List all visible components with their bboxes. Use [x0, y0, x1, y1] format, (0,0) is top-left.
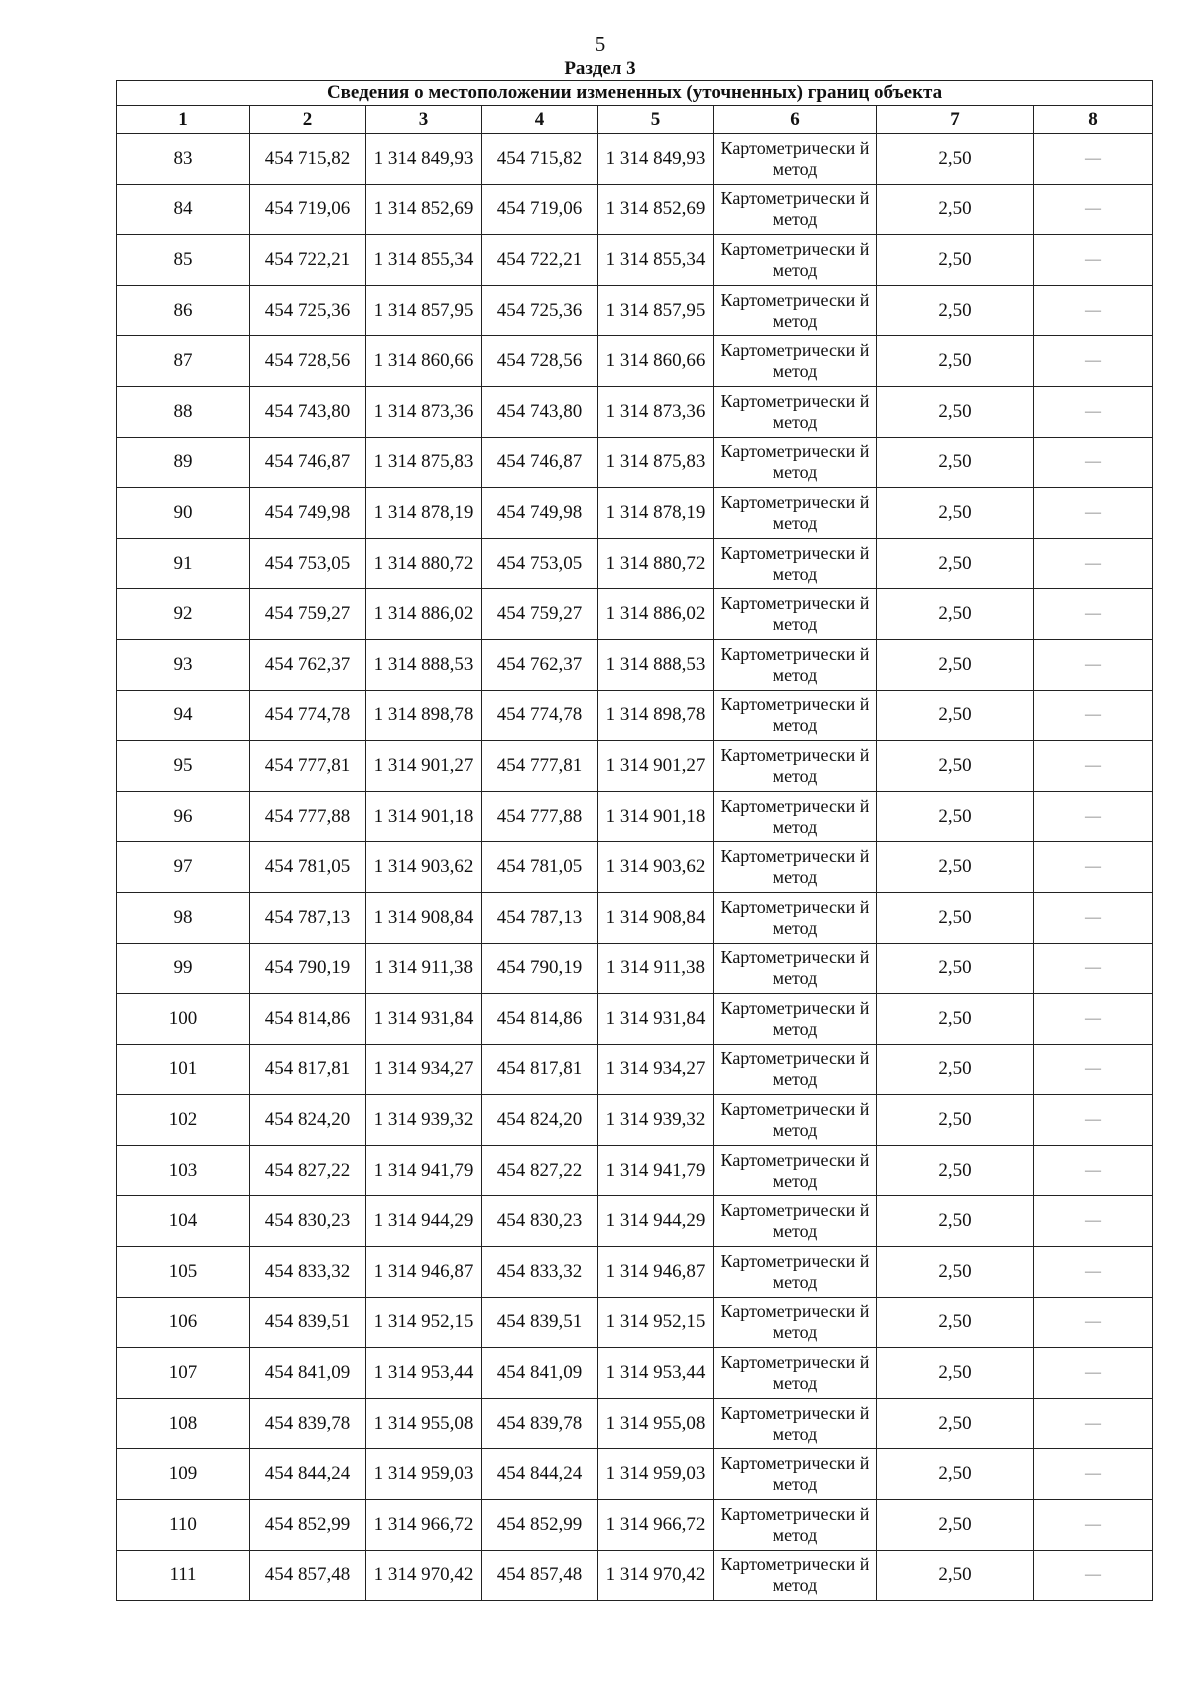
method-cell: Картометрически й метод [714, 892, 877, 943]
x-coordinate-cell: 454 725,36 [250, 285, 366, 336]
column-number: 4 [482, 106, 598, 134]
method-cell: Картометрически й метод [714, 1196, 877, 1247]
method-cell: Картометрически й метод [714, 538, 877, 589]
note-cell: — [1034, 690, 1153, 741]
x-coordinate-cell: 454 753,05 [250, 538, 366, 589]
y-coordinate-cell: 1 314 849,93 [598, 134, 714, 185]
table-row [117, 1500, 1153, 1551]
point-number-cell: 100 [117, 994, 250, 1045]
y-coordinate-cell: 1 314 855,34 [598, 235, 714, 286]
x-coordinate-cell: 454 715,82 [250, 134, 366, 185]
page-number: 5 [594, 32, 606, 56]
x-coordinate-cell: 454 725,36 [482, 285, 598, 336]
y-coordinate-cell: 1 314 931,84 [598, 994, 714, 1045]
point-number-cell: 98 [117, 892, 250, 943]
accuracy-cell: 2,50 [877, 386, 1034, 437]
x-coordinate-cell: 454 817,81 [482, 1044, 598, 1095]
method-cell: Картометрически й метод [714, 842, 877, 893]
caption-row [117, 81, 1153, 106]
table-row [117, 741, 1153, 792]
column-number: 8 [1034, 106, 1153, 134]
accuracy-cell: 2,50 [877, 336, 1034, 387]
point-number-cell: 103 [117, 1145, 250, 1196]
note-cell: — [1034, 437, 1153, 488]
y-coordinate-cell: 1 314 898,78 [366, 690, 482, 741]
method-cell: Картометрически й метод [714, 1044, 877, 1095]
method-cell: Картометрически й метод [714, 690, 877, 741]
point-number-cell: 95 [117, 741, 250, 792]
accuracy-cell: 2,50 [877, 994, 1034, 1045]
x-coordinate-cell: 454 839,51 [250, 1297, 366, 1348]
table-row [117, 1297, 1153, 1348]
note-cell: — [1034, 1247, 1153, 1298]
method-cell: Картометрически й метод [714, 791, 877, 842]
y-coordinate-cell: 1 314 903,62 [598, 842, 714, 893]
table-row [117, 1044, 1153, 1095]
accuracy-cell: 2,50 [877, 1196, 1034, 1247]
x-coordinate-cell: 454 857,48 [482, 1550, 598, 1601]
x-coordinate-cell: 454 781,05 [482, 842, 598, 893]
accuracy-cell: 2,50 [877, 1095, 1034, 1146]
table-row [117, 842, 1153, 893]
note-cell: — [1034, 1449, 1153, 1500]
table-row [117, 589, 1153, 640]
x-coordinate-cell: 454 824,20 [482, 1095, 598, 1146]
point-number-cell: 90 [117, 488, 250, 539]
x-coordinate-cell: 454 814,86 [482, 994, 598, 1045]
table-row [117, 285, 1153, 336]
point-number-cell: 108 [117, 1398, 250, 1449]
y-coordinate-cell: 1 314 939,32 [366, 1095, 482, 1146]
point-number-cell: 106 [117, 1297, 250, 1348]
accuracy-cell: 2,50 [877, 791, 1034, 842]
x-coordinate-cell: 454 844,24 [250, 1449, 366, 1500]
table-caption: Сведения о местоположении измененных (уточненных) границ объекта [117, 81, 1153, 106]
point-number-cell: 96 [117, 791, 250, 842]
point-number-cell: 105 [117, 1247, 250, 1298]
method-cell: Картометрически й метод [714, 285, 877, 336]
note-cell: — [1034, 1297, 1153, 1348]
x-coordinate-cell: 454 746,87 [482, 437, 598, 488]
x-coordinate-cell: 454 827,22 [482, 1145, 598, 1196]
y-coordinate-cell: 1 314 901,27 [598, 741, 714, 792]
x-coordinate-cell: 454 830,23 [250, 1196, 366, 1247]
table-row [117, 235, 1153, 286]
x-coordinate-cell: 454 817,81 [250, 1044, 366, 1095]
y-coordinate-cell: 1 314 955,08 [598, 1398, 714, 1449]
note-cell: — [1034, 1550, 1153, 1601]
accuracy-cell: 2,50 [877, 488, 1034, 539]
y-coordinate-cell: 1 314 888,53 [598, 639, 714, 690]
point-number-cell: 89 [117, 437, 250, 488]
note-cell: — [1034, 1095, 1153, 1146]
y-coordinate-cell: 1 314 952,15 [366, 1297, 482, 1348]
x-coordinate-cell: 454 777,81 [250, 741, 366, 792]
note-cell: — [1034, 1348, 1153, 1399]
method-cell: Картометрически й метод [714, 1297, 877, 1348]
table-row [117, 1449, 1153, 1500]
x-coordinate-cell: 454 743,80 [250, 386, 366, 437]
method-cell: Картометрически й метод [714, 437, 877, 488]
x-coordinate-cell: 454 722,21 [482, 235, 598, 286]
method-cell: Картометрически й метод [714, 1348, 877, 1399]
y-coordinate-cell: 1 314 852,69 [598, 184, 714, 235]
y-coordinate-cell: 1 314 953,44 [598, 1348, 714, 1399]
y-coordinate-cell: 1 314 959,03 [598, 1449, 714, 1500]
y-coordinate-cell: 1 314 873,36 [598, 386, 714, 437]
x-coordinate-cell: 454 787,13 [482, 892, 598, 943]
x-coordinate-cell: 454 777,81 [482, 741, 598, 792]
y-coordinate-cell: 1 314 903,62 [366, 842, 482, 893]
x-coordinate-cell: 454 841,09 [482, 1348, 598, 1399]
y-coordinate-cell: 1 314 880,72 [366, 538, 482, 589]
y-coordinate-cell: 1 314 946,87 [366, 1247, 482, 1298]
method-cell: Картометрически й метод [714, 943, 877, 994]
accuracy-cell: 2,50 [877, 589, 1034, 640]
point-number-cell: 101 [117, 1044, 250, 1095]
column-number-row [117, 106, 1153, 134]
column-number: 5 [598, 106, 714, 134]
point-number-cell: 92 [117, 589, 250, 640]
x-coordinate-cell: 454 824,20 [250, 1095, 366, 1146]
x-coordinate-cell: 454 759,27 [482, 589, 598, 640]
point-number-cell: 83 [117, 134, 250, 185]
accuracy-cell: 2,50 [877, 1145, 1034, 1196]
x-coordinate-cell: 454 839,78 [250, 1398, 366, 1449]
note-cell: — [1034, 235, 1153, 286]
x-coordinate-cell: 454 719,06 [482, 184, 598, 235]
point-number-cell: 102 [117, 1095, 250, 1146]
table-body [117, 134, 1153, 1601]
table-row [117, 538, 1153, 589]
x-coordinate-cell: 454 790,19 [482, 943, 598, 994]
accuracy-cell: 2,50 [877, 1449, 1034, 1500]
note-cell: — [1034, 994, 1153, 1045]
x-coordinate-cell: 454 852,99 [250, 1500, 366, 1551]
note-cell: — [1034, 488, 1153, 539]
point-number-cell: 93 [117, 639, 250, 690]
accuracy-cell: 2,50 [877, 134, 1034, 185]
x-coordinate-cell: 454 715,82 [482, 134, 598, 185]
note-cell: — [1034, 285, 1153, 336]
accuracy-cell: 2,50 [877, 1348, 1034, 1399]
x-coordinate-cell: 454 790,19 [250, 943, 366, 994]
table-row [117, 336, 1153, 387]
note-cell: — [1034, 538, 1153, 589]
y-coordinate-cell: 1 314 857,95 [366, 285, 482, 336]
y-coordinate-cell: 1 314 944,29 [598, 1196, 714, 1247]
point-number-cell: 97 [117, 842, 250, 893]
table-row [117, 791, 1153, 842]
method-cell: Картометрически й метод [714, 741, 877, 792]
x-coordinate-cell: 454 841,09 [250, 1348, 366, 1399]
x-coordinate-cell: 454 833,32 [482, 1247, 598, 1298]
y-coordinate-cell: 1 314 901,27 [366, 741, 482, 792]
x-coordinate-cell: 454 827,22 [250, 1145, 366, 1196]
x-coordinate-cell: 454 728,56 [250, 336, 366, 387]
y-coordinate-cell: 1 314 888,53 [366, 639, 482, 690]
x-coordinate-cell: 454 722,21 [250, 235, 366, 286]
method-cell: Картометрически й метод [714, 488, 877, 539]
y-coordinate-cell: 1 314 934,27 [598, 1044, 714, 1095]
y-coordinate-cell: 1 314 908,84 [598, 892, 714, 943]
column-number: 2 [250, 106, 366, 134]
accuracy-cell: 2,50 [877, 1398, 1034, 1449]
accuracy-cell: 2,50 [877, 1044, 1034, 1095]
y-coordinate-cell: 1 314 908,84 [366, 892, 482, 943]
note-cell: — [1034, 943, 1153, 994]
method-cell: Картометрически й метод [714, 134, 877, 185]
method-cell: Картометрически й метод [714, 589, 877, 640]
x-coordinate-cell: 454 787,13 [250, 892, 366, 943]
note-cell: — [1034, 589, 1153, 640]
table-row [117, 1095, 1153, 1146]
point-number-cell: 107 [117, 1348, 250, 1399]
accuracy-cell: 2,50 [877, 639, 1034, 690]
table-row [117, 892, 1153, 943]
point-number-cell: 87 [117, 336, 250, 387]
point-number-cell: 104 [117, 1196, 250, 1247]
table-row [117, 184, 1153, 235]
column-number: 3 [366, 106, 482, 134]
accuracy-cell: 2,50 [877, 741, 1034, 792]
accuracy-cell: 2,50 [877, 690, 1034, 741]
y-coordinate-cell: 1 314 946,87 [598, 1247, 714, 1298]
x-coordinate-cell: 454 833,32 [250, 1247, 366, 1298]
accuracy-cell: 2,50 [877, 1550, 1034, 1601]
table-row [117, 994, 1153, 1045]
y-coordinate-cell: 1 314 860,66 [598, 336, 714, 387]
point-number-cell: 109 [117, 1449, 250, 1500]
y-coordinate-cell: 1 314 939,32 [598, 1095, 714, 1146]
accuracy-cell: 2,50 [877, 1247, 1034, 1298]
y-coordinate-cell: 1 314 970,42 [598, 1550, 714, 1601]
y-coordinate-cell: 1 314 849,93 [366, 134, 482, 185]
y-coordinate-cell: 1 314 966,72 [366, 1500, 482, 1551]
method-cell: Картометрически й метод [714, 235, 877, 286]
note-cell: — [1034, 791, 1153, 842]
point-number-cell: 91 [117, 538, 250, 589]
x-coordinate-cell: 454 719,06 [250, 184, 366, 235]
table-row [117, 943, 1153, 994]
note-cell: — [1034, 892, 1153, 943]
method-cell: Картометрически й метод [714, 1095, 877, 1146]
accuracy-cell: 2,50 [877, 943, 1034, 994]
y-coordinate-cell: 1 314 878,19 [366, 488, 482, 539]
method-cell: Картометрически й метод [714, 1500, 877, 1551]
note-cell: — [1034, 1196, 1153, 1247]
note-cell: — [1034, 1145, 1153, 1196]
accuracy-cell: 2,50 [877, 1500, 1034, 1551]
note-cell: — [1034, 639, 1153, 690]
accuracy-cell: 2,50 [877, 842, 1034, 893]
x-coordinate-cell: 454 814,86 [250, 994, 366, 1045]
x-coordinate-cell: 454 749,98 [482, 488, 598, 539]
y-coordinate-cell: 1 314 901,18 [366, 791, 482, 842]
point-number-cell: 86 [117, 285, 250, 336]
method-cell: Картометрически й метод [714, 386, 877, 437]
x-coordinate-cell: 454 781,05 [250, 842, 366, 893]
column-number: 1 [117, 106, 250, 134]
x-coordinate-cell: 454 830,23 [482, 1196, 598, 1247]
y-coordinate-cell: 1 314 952,15 [598, 1297, 714, 1348]
y-coordinate-cell: 1 314 886,02 [366, 589, 482, 640]
method-cell: Картометрически й метод [714, 994, 877, 1045]
point-number-cell: 88 [117, 386, 250, 437]
x-coordinate-cell: 454 774,78 [482, 690, 598, 741]
accuracy-cell: 2,50 [877, 285, 1034, 336]
y-coordinate-cell: 1 314 875,83 [366, 437, 482, 488]
section-title: Раздел 3 [564, 58, 636, 79]
x-coordinate-cell: 454 762,37 [482, 639, 598, 690]
note-cell: — [1034, 184, 1153, 235]
x-coordinate-cell: 454 743,80 [482, 386, 598, 437]
note-cell: — [1034, 1044, 1153, 1095]
x-coordinate-cell: 454 839,51 [482, 1297, 598, 1348]
table-row [117, 386, 1153, 437]
y-coordinate-cell: 1 314 911,38 [598, 943, 714, 994]
y-coordinate-cell: 1 314 966,72 [598, 1500, 714, 1551]
accuracy-cell: 2,50 [877, 235, 1034, 286]
y-coordinate-cell: 1 314 857,95 [598, 285, 714, 336]
y-coordinate-cell: 1 314 941,79 [366, 1145, 482, 1196]
accuracy-cell: 2,50 [877, 437, 1034, 488]
x-coordinate-cell: 454 749,98 [250, 488, 366, 539]
y-coordinate-cell: 1 314 901,18 [598, 791, 714, 842]
point-number-cell: 111 [117, 1550, 250, 1601]
x-coordinate-cell: 454 839,78 [482, 1398, 598, 1449]
table-row [117, 1348, 1153, 1399]
y-coordinate-cell: 1 314 860,66 [366, 336, 482, 387]
note-cell: — [1034, 1398, 1153, 1449]
point-number-cell: 94 [117, 690, 250, 741]
y-coordinate-cell: 1 314 878,19 [598, 488, 714, 539]
y-coordinate-cell: 1 314 898,78 [598, 690, 714, 741]
column-number: 6 [714, 106, 877, 134]
y-coordinate-cell: 1 314 880,72 [598, 538, 714, 589]
coordinates-table [116, 80, 1153, 1601]
y-coordinate-cell: 1 314 944,29 [366, 1196, 482, 1247]
table-row [117, 690, 1153, 741]
y-coordinate-cell: 1 314 955,08 [366, 1398, 482, 1449]
y-coordinate-cell: 1 314 970,42 [366, 1550, 482, 1601]
table-row [117, 1145, 1153, 1196]
method-cell: Картометрически й метод [714, 1247, 877, 1298]
column-number: 7 [877, 106, 1034, 134]
method-cell: Картометрически й метод [714, 1398, 877, 1449]
x-coordinate-cell: 454 728,56 [482, 336, 598, 387]
table-row [117, 488, 1153, 539]
method-cell: Картометрически й метод [714, 184, 877, 235]
accuracy-cell: 2,50 [877, 538, 1034, 589]
note-cell: — [1034, 134, 1153, 185]
point-number-cell: 99 [117, 943, 250, 994]
y-coordinate-cell: 1 314 934,27 [366, 1044, 482, 1095]
y-coordinate-cell: 1 314 931,84 [366, 994, 482, 1045]
y-coordinate-cell: 1 314 911,38 [366, 943, 482, 994]
y-coordinate-cell: 1 314 873,36 [366, 386, 482, 437]
note-cell: — [1034, 386, 1153, 437]
point-number-cell: 84 [117, 184, 250, 235]
y-coordinate-cell: 1 314 953,44 [366, 1348, 482, 1399]
point-number-cell: 110 [117, 1500, 250, 1551]
x-coordinate-cell: 454 746,87 [250, 437, 366, 488]
y-coordinate-cell: 1 314 959,03 [366, 1449, 482, 1500]
table-row [117, 1196, 1153, 1247]
y-coordinate-cell: 1 314 886,02 [598, 589, 714, 640]
point-number-cell: 85 [117, 235, 250, 286]
accuracy-cell: 2,50 [877, 892, 1034, 943]
y-coordinate-cell: 1 314 875,83 [598, 437, 714, 488]
note-cell: — [1034, 336, 1153, 387]
x-coordinate-cell: 454 777,88 [250, 791, 366, 842]
note-cell: — [1034, 1500, 1153, 1551]
accuracy-cell: 2,50 [877, 184, 1034, 235]
y-coordinate-cell: 1 314 941,79 [598, 1145, 714, 1196]
method-cell: Картометрически й метод [714, 1145, 877, 1196]
x-coordinate-cell: 454 759,27 [250, 589, 366, 640]
table-row [117, 1247, 1153, 1298]
x-coordinate-cell: 454 753,05 [482, 538, 598, 589]
table-row [117, 639, 1153, 690]
method-cell: Картометрически й метод [714, 1550, 877, 1601]
accuracy-cell: 2,50 [877, 1297, 1034, 1348]
table-row [117, 1398, 1153, 1449]
x-coordinate-cell: 454 852,99 [482, 1500, 598, 1551]
note-cell: — [1034, 842, 1153, 893]
x-coordinate-cell: 454 777,88 [482, 791, 598, 842]
method-cell: Картометрически й метод [714, 1449, 877, 1500]
note-cell: — [1034, 741, 1153, 792]
x-coordinate-cell: 454 774,78 [250, 690, 366, 741]
y-coordinate-cell: 1 314 852,69 [366, 184, 482, 235]
table-row [117, 134, 1153, 185]
x-coordinate-cell: 454 857,48 [250, 1550, 366, 1601]
x-coordinate-cell: 454 762,37 [250, 639, 366, 690]
table-row [117, 437, 1153, 488]
method-cell: Картометрически й метод [714, 639, 877, 690]
table-row [117, 1550, 1153, 1601]
method-cell: Картометрически й метод [714, 336, 877, 387]
x-coordinate-cell: 454 844,24 [482, 1449, 598, 1500]
y-coordinate-cell: 1 314 855,34 [366, 235, 482, 286]
